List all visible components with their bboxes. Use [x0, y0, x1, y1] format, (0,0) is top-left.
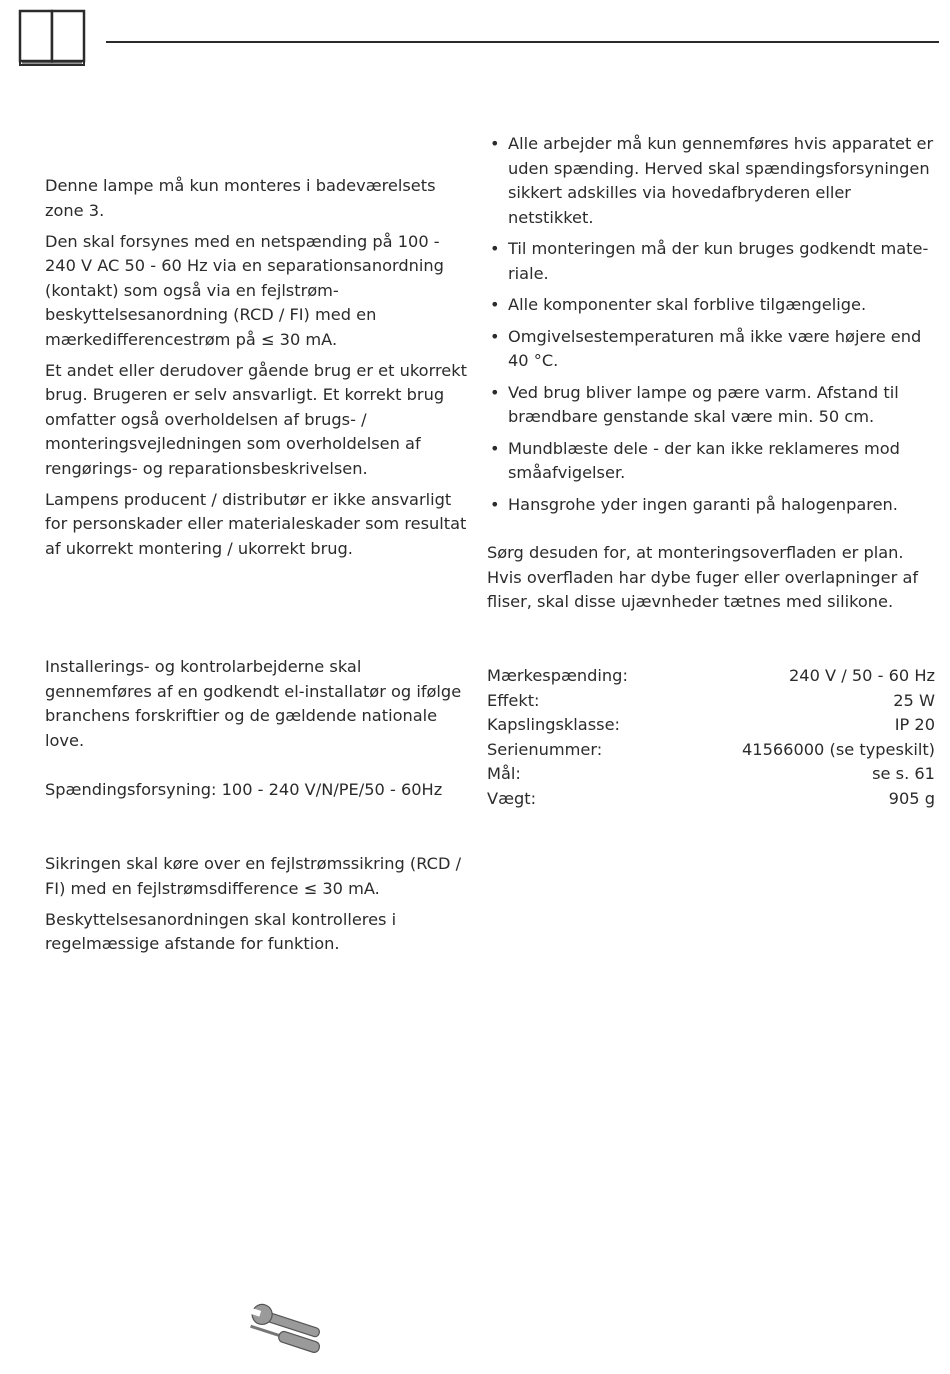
spec-value: 25 W [893, 690, 935, 710]
spec-value: 240 V / 50 - 60 Hz [788, 666, 935, 685]
fuse-paragraph-2: Beskyttelsesanordningen skal kontrolleres i regelmæssige afstande for funktion. [45, 909, 397, 953]
safety-list [487, 132, 935, 517]
spec-label: Mål: [487, 764, 521, 783]
list-item: • Hansgrohe yder ingen garanti på halogenparen. [487, 493, 935, 518]
surface-section [487, 541, 935, 621]
list-item: • Ved brug bliver lampe og pære varm. Afstand til brændbare genstande skal være min. 50 cm. [487, 381, 935, 430]
spec-value: 905 g [888, 788, 935, 808]
book-icon [18, 9, 88, 75]
installer-section [45, 655, 470, 760]
list-item: • Alle arbejder må kun gennemføres hvis apparatet er uden spænding. Herved skal spændingsforsyningen sikkert adskilles via hovedafbryderen eller netstikket. [487, 132, 935, 230]
tools-icon [240, 1300, 330, 1368]
header-rule [106, 41, 939, 43]
intro-section [45, 174, 470, 568]
list-item: • Omgivelsestemperaturen må ikke være højere end 40 °C. [487, 325, 935, 374]
fuse-paragraph-1: Sikringen skal køre over en fejlstrømssikring (RCD / FI) med en fejlstrømsdifference ≤ 30 mA. [45, 854, 462, 898]
spec-label: Effekt: [487, 690, 540, 710]
spec-row [487, 762, 935, 787]
supply-section [45, 778, 475, 809]
intro-paragraph-2: Den skal forsynes med en netspænding på 100 - 240 V AC 50 - 60 Hz via en separationsanordning (kontakt) som også via en fejlstrøm-beskyttelsesanordning (RCD / FI) med en mærkedifferencestrøm på ≤ 30 mA. [45, 231, 444, 349]
spec-label: Mærkespænding: [487, 666, 628, 685]
spec-row [487, 713, 935, 738]
spec-row [487, 787, 935, 812]
supply-paragraph: Spændingsforsyning: 100 - 240 V/N/PE/50 - 60Hz [45, 780, 443, 799]
safety-section [487, 132, 935, 524]
spec-label: Serienummer: [487, 739, 603, 759]
spec-row [487, 689, 935, 714]
spec-row [487, 664, 935, 689]
intro-paragraph-4: Lampens producent / distributør er ikke ansvarligt for personskader eller materialeskader som resultat af ukorrekt montering / ukorrekt brug. [45, 489, 467, 558]
spec-label: Vægt: [487, 788, 537, 808]
intro-paragraph-1: Denne lampe må kun monteres i badeværelsets zone 3. [45, 176, 436, 220]
list-item: • Til monteringen må der kun bruges godkendt mate-riale. [487, 237, 935, 286]
surface-paragraph: Sørg desuden for, at monteringsoverfladen er plan. Hvis overfladen har dybe fuger eller overlapninger af fliser, skal disse ujævnheder tætnes med silikone. [487, 543, 919, 611]
spec-value: se s. 61 [872, 764, 935, 783]
technical-data [487, 664, 935, 811]
installer-paragraph: Installerings- og kontrolarbejderne skal gennemføres af en godkendt el-installatør og ifølge branchens forskriftier og de gældende nationale love. [45, 657, 462, 750]
spec-label: Kapslingsklasse: [487, 715, 620, 734]
list-item: • Mundblæste dele - der kan ikke reklameres mod småafvigelser. [487, 437, 935, 486]
intro-paragraph-3: Et andet eller derudover gående brug er et ukorrekt brug. Brugeren er selv ansvarligt. Et korrekt brug omfatter også overholdelsen af brugs- / monteringsvejledningen som overholdelsen af rengørings- og reparationsbeskrivelsen. [45, 360, 467, 478]
spec-row [487, 738, 935, 763]
spec-value: 41566000 (se typeskilt) [741, 739, 935, 759]
fuse-section [45, 852, 470, 963]
spec-value: IP 20 [894, 715, 935, 734]
list-item: • Alle komponenter skal forblive tilgængelige. [487, 293, 935, 318]
